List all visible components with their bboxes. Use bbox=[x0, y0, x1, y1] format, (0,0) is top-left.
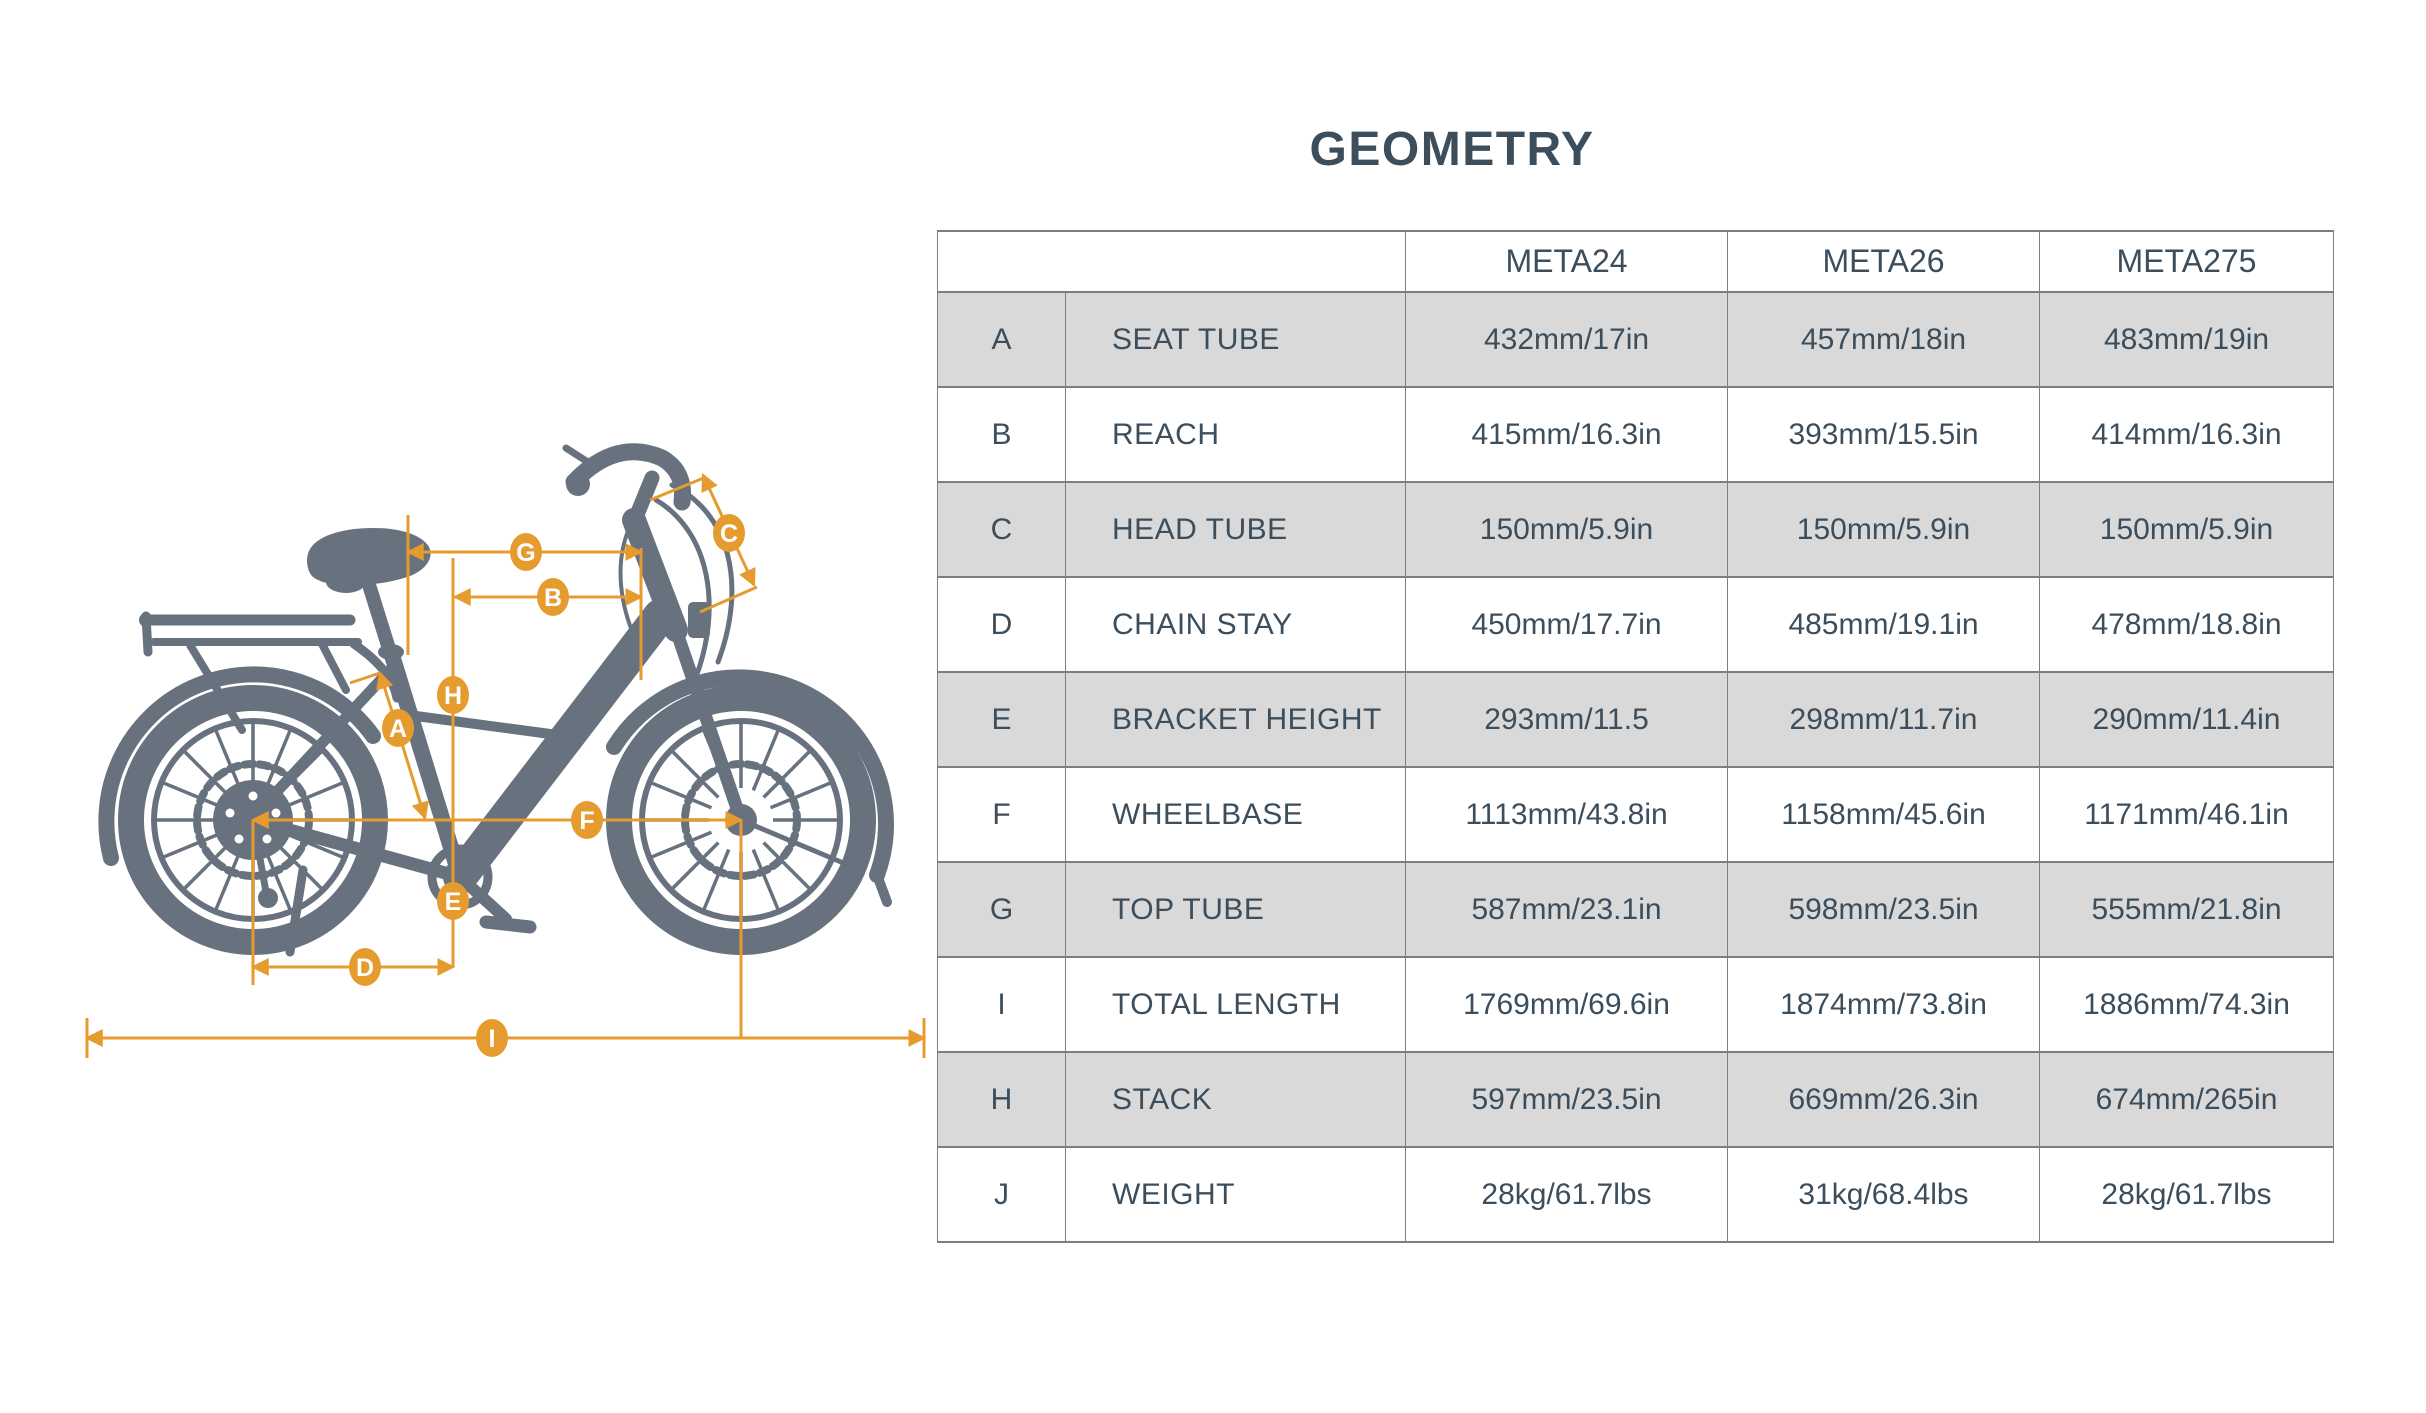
row-value: 1886mm/74.3in bbox=[2040, 957, 2334, 1052]
row-label: SEAT TUBE bbox=[1066, 292, 1406, 387]
row-value: 1874mm/73.8in bbox=[1728, 957, 2040, 1052]
row-value: 31kg/68.4lbs bbox=[1728, 1147, 2040, 1242]
row-key: G bbox=[938, 862, 1066, 957]
row-key: B bbox=[938, 387, 1066, 482]
saddle-underside bbox=[326, 571, 366, 593]
seat-post bbox=[370, 588, 390, 652]
table-row bbox=[938, 672, 2334, 767]
badge-letter-E: E bbox=[444, 888, 462, 916]
badge-letter-F: F bbox=[579, 807, 595, 835]
row-value: 414mm/16.3in bbox=[2040, 387, 2334, 482]
row-value: 290mm/11.4in bbox=[2040, 672, 2334, 767]
column-header-meta24: META24 bbox=[1406, 231, 1728, 292]
row-label: STACK bbox=[1066, 1052, 1406, 1147]
row-value: 587mm/23.1in bbox=[1406, 862, 1728, 957]
row-key: H bbox=[938, 1052, 1066, 1147]
table-row bbox=[938, 862, 2334, 957]
row-value: 150mm/5.9in bbox=[2040, 482, 2334, 577]
row-label: TOTAL LENGTH bbox=[1066, 957, 1406, 1052]
row-key: C bbox=[938, 482, 1066, 577]
table-corner-cell bbox=[938, 231, 1406, 292]
pedal bbox=[486, 922, 530, 927]
front-light bbox=[688, 602, 710, 638]
row-value: 1769mm/69.6in bbox=[1406, 957, 1728, 1052]
row-value: 150mm/5.9in bbox=[1406, 482, 1728, 577]
frame bbox=[253, 448, 741, 877]
table-header-row bbox=[938, 231, 2334, 292]
spoke bbox=[163, 832, 223, 857]
row-value: 450mm/17.7in bbox=[1406, 577, 1728, 672]
row-value: 28kg/61.7lbs bbox=[2040, 1147, 2334, 1242]
table-row bbox=[938, 482, 2334, 577]
table-row bbox=[938, 292, 2334, 387]
table-row bbox=[938, 577, 2334, 672]
brake-lever bbox=[566, 448, 594, 466]
row-label: REACH bbox=[1066, 387, 1406, 482]
table-row bbox=[938, 1052, 2334, 1147]
spoke bbox=[771, 783, 831, 808]
row-value: 415mm/16.3in bbox=[1406, 387, 1728, 482]
row-value: 150mm/5.9in bbox=[1728, 482, 2040, 577]
row-value: 28kg/61.7lbs bbox=[1406, 1147, 1728, 1242]
badge-letter-A: A bbox=[388, 715, 408, 743]
badge-letter-H: H bbox=[443, 682, 463, 710]
badge-letter-G: G bbox=[516, 539, 536, 567]
stem bbox=[634, 478, 652, 522]
row-label: WHEELBASE bbox=[1066, 767, 1406, 862]
badge-letter-D: D bbox=[355, 954, 375, 982]
measurement-lines bbox=[87, 475, 924, 1058]
table-row bbox=[938, 1147, 2334, 1242]
row-value: 597mm/23.5in bbox=[1406, 1052, 1728, 1147]
spoke bbox=[283, 783, 343, 808]
spoke bbox=[216, 730, 241, 790]
spoke bbox=[651, 783, 711, 808]
row-key: F bbox=[938, 767, 1066, 862]
row-value: 478mm/18.8in bbox=[2040, 577, 2334, 672]
row-value: 598mm/23.5in bbox=[1728, 862, 2040, 957]
table-body bbox=[938, 292, 2334, 1242]
page-title: GEOMETRY bbox=[1309, 123, 1595, 176]
table-row bbox=[938, 957, 2334, 1052]
row-label: WEIGHT bbox=[1066, 1147, 1406, 1242]
row-label: TOP TUBE bbox=[1066, 862, 1406, 957]
table-row bbox=[938, 767, 2334, 862]
row-value: 485mm/19.1in bbox=[1728, 577, 2040, 672]
badge-letter-C: C bbox=[719, 520, 739, 548]
geometry-table bbox=[937, 230, 2334, 1243]
row-value: 483mm/19in bbox=[2040, 292, 2334, 387]
row-value: 393mm/15.5in bbox=[1728, 387, 2040, 482]
row-value: 1113mm/43.8in bbox=[1406, 767, 1728, 862]
row-value: 432mm/17in bbox=[1406, 292, 1728, 387]
column-header-meta26: META26 bbox=[1728, 231, 2040, 292]
badge-letter-B: B bbox=[543, 584, 563, 612]
row-key: D bbox=[938, 577, 1066, 672]
row-key: E bbox=[938, 672, 1066, 767]
row-value: 1158mm/45.6in bbox=[1728, 767, 2040, 862]
column-header-meta275: META275 bbox=[2040, 231, 2334, 292]
row-label: BRACKET HEIGHT bbox=[1066, 672, 1406, 767]
row-value: 298mm/11.7in bbox=[1728, 672, 2040, 767]
row-key: A bbox=[938, 292, 1066, 387]
row-value: 674mm/265in bbox=[2040, 1052, 2334, 1147]
front-mudflap bbox=[877, 875, 887, 902]
bike-silhouette bbox=[106, 448, 887, 952]
row-key: I bbox=[938, 957, 1066, 1052]
bike-geometry-diagram bbox=[60, 430, 940, 1100]
spoke bbox=[163, 783, 223, 808]
row-value: 1171mm/46.1in bbox=[2040, 767, 2334, 862]
mid-tube bbox=[416, 716, 565, 736]
saddle bbox=[307, 528, 431, 585]
row-label: CHAIN STAY bbox=[1066, 577, 1406, 672]
row-value: 555mm/21.8in bbox=[2040, 862, 2334, 957]
spoke bbox=[704, 850, 729, 910]
row-value: 669mm/26.3in bbox=[1728, 1052, 2040, 1147]
badge-letter-I: I bbox=[488, 1025, 496, 1053]
spoke bbox=[651, 832, 711, 857]
table-row bbox=[938, 387, 2334, 482]
grip bbox=[566, 472, 590, 496]
spoke bbox=[216, 850, 241, 910]
spoke bbox=[753, 850, 778, 910]
row-value: 457mm/18in bbox=[1728, 292, 2040, 387]
row-value: 293mm/11.5 bbox=[1406, 672, 1728, 767]
spoke bbox=[753, 730, 778, 790]
row-label: HEAD TUBE bbox=[1066, 482, 1406, 577]
row-key: J bbox=[938, 1147, 1066, 1242]
